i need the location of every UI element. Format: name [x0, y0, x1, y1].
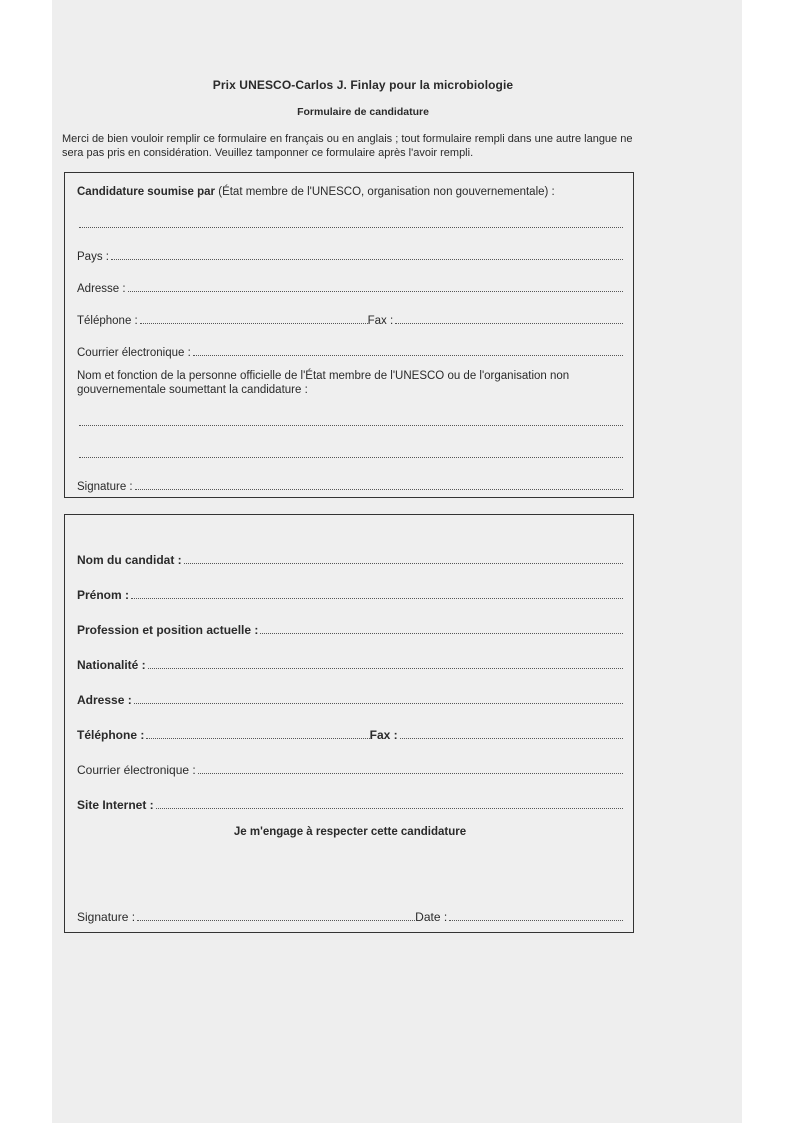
adresse-field[interactable] — [77, 263, 623, 295]
fax2-label: Fax : — [369, 728, 398, 742]
dotted-line — [140, 322, 368, 324]
dotted-line — [156, 807, 623, 809]
telephone-label: Téléphone : — [77, 315, 138, 327]
date-label: Date : — [415, 910, 448, 924]
courrier2-field[interactable] — [77, 742, 623, 777]
intro-paragraph: Merci de bien vouloir remplir ce formulaire en français ou en anglais ; tout formulaire rempli dans une autre langue ne sera pas pris en considération. Veuillez tamponner ce formulaire après l'avoir rempli. — [62, 133, 633, 159]
dotted-line — [148, 667, 623, 669]
signature-label: Signature : — [77, 481, 133, 493]
dotted-line — [449, 919, 623, 921]
adresse2-label: Adresse : — [77, 693, 132, 707]
dotted-line — [79, 456, 623, 458]
official-line-1[interactable] — [77, 397, 623, 429]
pays-field[interactable] — [77, 231, 623, 263]
signature-space — [77, 838, 623, 900]
courrier-field[interactable] — [77, 327, 623, 359]
nom-label: Nom du candidat : — [77, 553, 182, 567]
dotted-line — [395, 322, 623, 324]
dotted-line — [111, 258, 623, 260]
candidate-section — [64, 514, 634, 933]
document-title: Prix UNESCO-Carlos J. Finlay pour la microbiologie — [212, 78, 514, 92]
telephone2-label: Téléphone : — [77, 728, 145, 742]
dotted-line — [79, 424, 623, 426]
adresse-label: Adresse : — [77, 283, 126, 295]
signature-field[interactable] — [77, 461, 623, 493]
official-label: Nom et fonction de la personne officielle de l'État membre de l'UNESCO ou de l'organisation non gouvernementale soumettant la candidature : — [77, 370, 570, 396]
dotted-line — [79, 226, 623, 228]
signature2-date-field[interactable] — [77, 900, 623, 924]
dotted-line — [131, 597, 623, 599]
site-field[interactable] — [77, 777, 623, 812]
form-content — [58, 70, 668, 933]
fax-label: Fax : — [367, 315, 394, 327]
nationalite-label: Nationalité : — [77, 658, 146, 672]
dotted-line — [193, 354, 623, 356]
paper-sheet — [52, 0, 742, 1123]
submitter-section — [64, 172, 634, 498]
pays-label: Pays : — [77, 251, 109, 263]
dotted-line — [260, 632, 623, 634]
telephone-fax-field[interactable] — [77, 295, 623, 327]
document-subtitle: Formulaire de candidature — [297, 106, 429, 118]
dotted-line — [400, 737, 623, 739]
signature2-label: Signature : — [77, 910, 136, 924]
prenom-field[interactable] — [77, 567, 623, 602]
submitter-heading-bold: Candidature soumise par — [77, 186, 216, 198]
submitter-name-field[interactable] — [77, 199, 623, 231]
submitter-heading — [77, 185, 623, 199]
site-label: Site Internet : — [77, 798, 154, 812]
dotted-line — [198, 772, 623, 774]
courrier2-label: Courrier électronique : — [77, 763, 196, 777]
official-line-2[interactable] — [77, 429, 623, 461]
profession-label: Profession et position actuelle : — [77, 623, 259, 637]
nationalite-field[interactable] — [77, 637, 623, 672]
dotted-line — [146, 737, 369, 739]
telephone2-fax-field[interactable] — [77, 707, 623, 742]
dotted-line — [135, 488, 623, 490]
nom-field[interactable] — [77, 545, 623, 567]
prenom-label: Prénom : — [77, 588, 130, 602]
dotted-line — [134, 702, 623, 704]
dotted-line — [184, 562, 623, 564]
adresse2-field[interactable] — [77, 672, 623, 707]
engagement-statement: Je m'engage à respecter cette candidature — [233, 826, 467, 838]
courrier-label: Courrier électronique : — [77, 347, 191, 359]
profession-field[interactable] — [77, 602, 623, 637]
submitter-heading-rest: (État membre de l'UNESCO, organisation non gouvernementale) : — [215, 186, 555, 198]
dotted-line — [137, 919, 415, 921]
dotted-line — [128, 290, 623, 292]
